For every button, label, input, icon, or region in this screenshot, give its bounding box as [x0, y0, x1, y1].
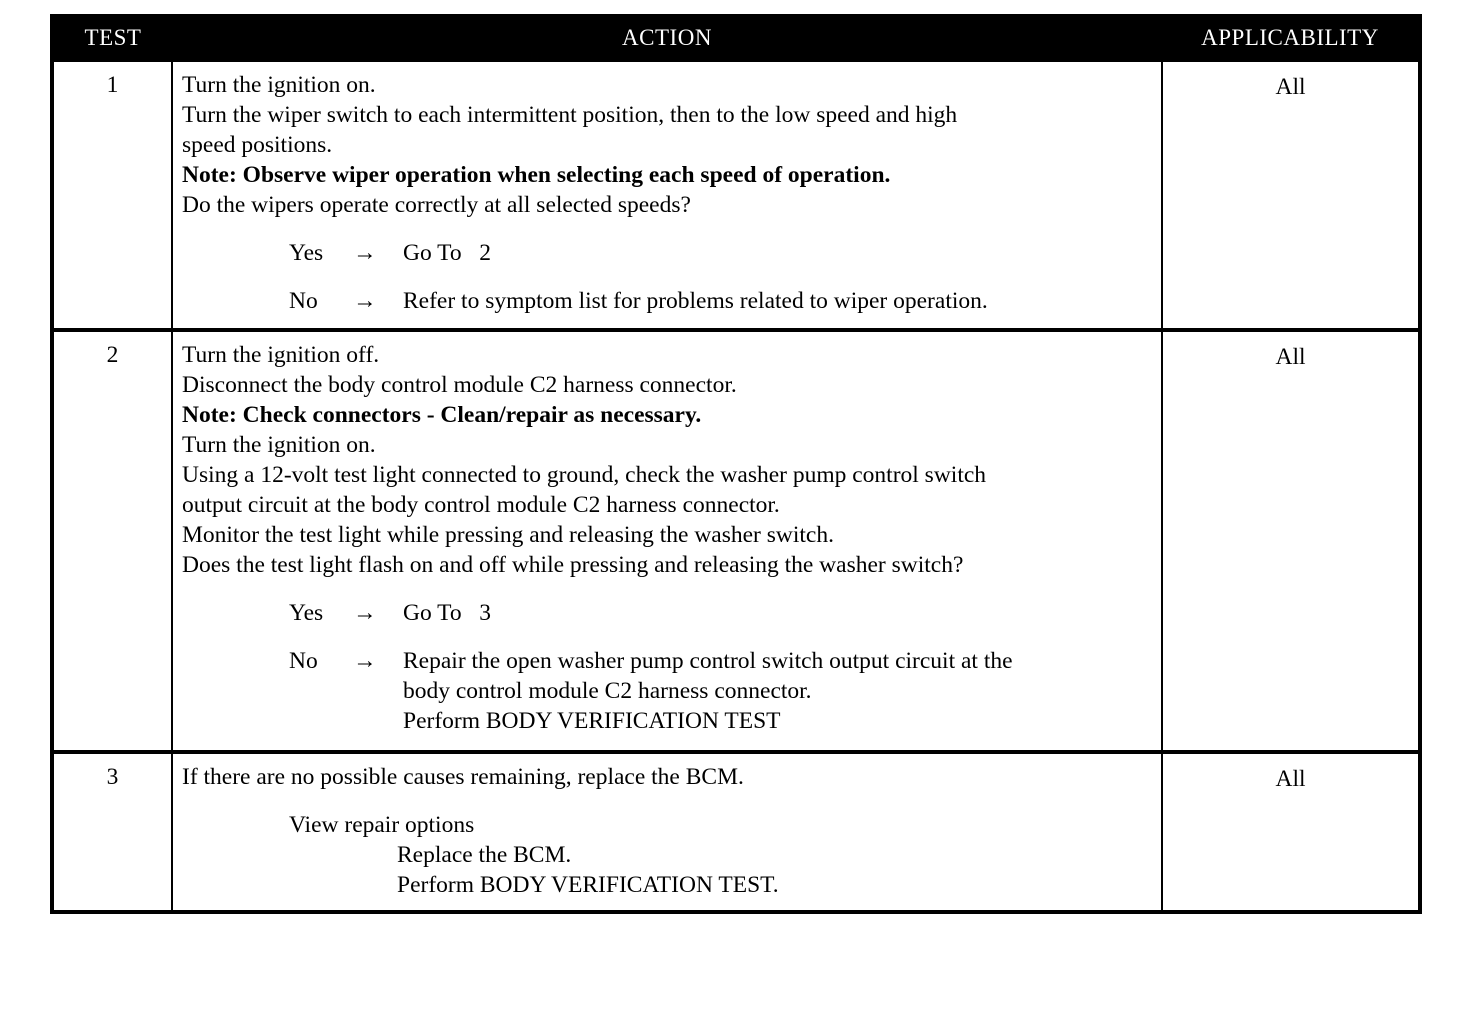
no-action — [403, 646, 1013, 736]
step-text: output circuit at the body control module C2 harness connector. — [182, 492, 780, 518]
arrow-icon: → — [353, 600, 377, 626]
step-text: Turn the ignition on. — [182, 432, 376, 458]
no-action-text: Repair the open washer pump control switch output circuit at the — [403, 648, 1013, 674]
repair-option-item[interactable]: Replace the BCM. — [397, 842, 572, 868]
step-text: Disconnect the body control module C2 harness connector. — [182, 372, 737, 398]
diagnostic-table — [50, 14, 1422, 914]
no-label: No — [289, 288, 318, 314]
no-label: No — [289, 648, 318, 674]
no-action-link[interactable]: Perform BODY VERIFICATION TEST — [403, 708, 781, 734]
header-action: ACTION — [172, 16, 1162, 60]
header-applicability: APPLICABILITY — [1162, 16, 1420, 60]
applicability-cell: All — [1162, 60, 1420, 330]
no-result — [289, 646, 1155, 736]
test-row-2 — [52, 330, 1420, 752]
header-test: TEST — [52, 16, 172, 60]
no-action-text: body control module C2 harness connector. — [403, 678, 812, 704]
test-row-1 — [52, 60, 1420, 330]
yes-label: Yes — [289, 600, 324, 626]
view-repair-options-link[interactable]: View repair options — [289, 812, 475, 838]
yes-goto-link[interactable]: Go To 2 — [403, 240, 492, 266]
test-number: 2 — [52, 330, 172, 752]
arrow-icon: → — [353, 240, 377, 266]
step-question: Does the test light flash on and off while pressing and releasing the washer switch? — [182, 552, 964, 578]
applicability-cell: All — [1162, 330, 1420, 752]
step-text: Using a 12-volt test light connected to ground, check the washer pump control switch — [182, 462, 987, 488]
test-row-3 — [52, 752, 1420, 912]
applicability-cell: All — [1162, 752, 1420, 912]
step-text: speed positions. — [182, 132, 333, 158]
yes-result — [289, 238, 1155, 268]
step-text: Turn the ignition off. — [182, 342, 380, 368]
header-row — [52, 16, 1420, 60]
arrow-icon: → — [353, 648, 377, 674]
step-text: Turn the wiper switch to each intermittent position, then to the low speed and high — [182, 102, 958, 128]
action-cell — [172, 752, 1162, 912]
step-text: Monitor the test light while pressing and releasing the washer switch. — [182, 522, 834, 548]
no-action — [403, 286, 988, 316]
step-note: Note: Observe wiper operation when selecting each speed of operation. — [182, 162, 891, 188]
no-action-text: Refer to symptom list for problems related to wiper operation. — [403, 288, 988, 314]
action-cell — [172, 330, 1162, 752]
yes-goto-link[interactable]: Go To 3 — [403, 600, 492, 626]
arrow-icon: → — [353, 288, 377, 314]
step-text: If there are no possible causes remaining, replace the BCM. — [182, 764, 744, 790]
test-number: 3 — [52, 752, 172, 912]
no-result — [289, 286, 1155, 316]
yes-result — [289, 598, 1155, 628]
test-number: 1 — [52, 60, 172, 330]
repair-option-item[interactable]: Perform BODY VERIFICATION TEST. — [397, 872, 779, 898]
step-note: Note: Check connectors - Clean/repair as necessary. — [182, 402, 702, 428]
step-text: Turn the ignition on. — [182, 72, 376, 98]
repair-options — [289, 810, 1155, 900]
yes-label: Yes — [289, 240, 324, 266]
step-question: Do the wipers operate correctly at all selected speeds? — [182, 192, 691, 218]
action-cell — [172, 60, 1162, 330]
